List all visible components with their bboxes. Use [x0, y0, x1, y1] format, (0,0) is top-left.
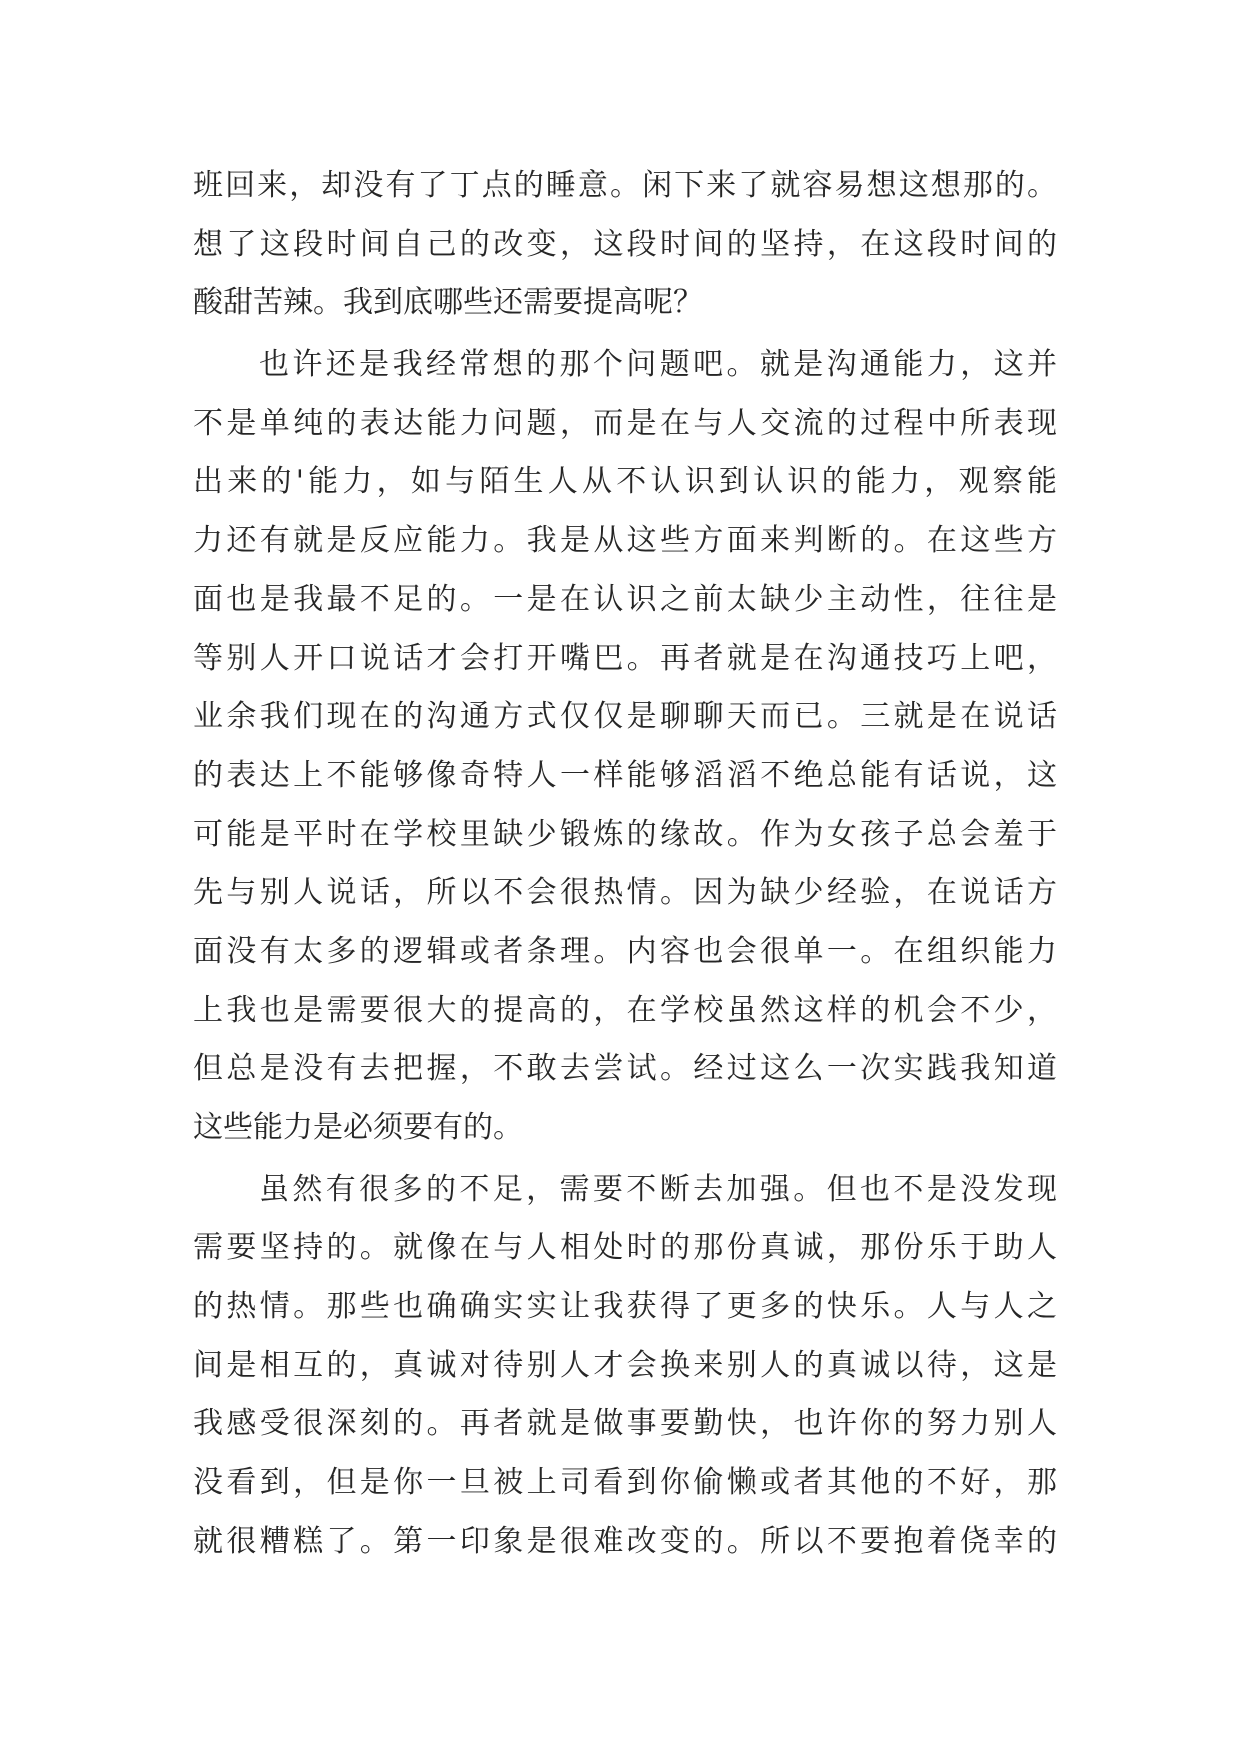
paragraph — [193, 157, 1057, 333]
text-line: 业余我们现在的沟通方式仅仅是聊聊天而已。三就是在说话 — [193, 699, 1057, 735]
text-line: 班回来，却没有了丁点的睡意。闲下来了就容易想这想那的。 — [193, 168, 1057, 203]
text-line: 可能是平时在学校里缺少锻炼的缘故。作为女孩子总会羞于 — [193, 816, 1057, 852]
text-line: 上我也是需要很大的提高的，在学校虽然这样的机会不少， — [193, 992, 1057, 1028]
text-line: 等别人开口说话才会打开嘴巴。再者就是在沟通技巧上吧， — [193, 640, 1057, 676]
text-line: 就很糟糕了。第一印象是很难改变的。所以不要抱着侥幸的 — [193, 1523, 1057, 1559]
text-line: 先与别人说话，所以不会很热情。因为缺少经验，在说话方 — [193, 875, 1057, 911]
text-line: 间是相互的，真诚对待别人才会换来别人的真诚以待，这是 — [193, 1347, 1057, 1383]
text-line: 力还有就是反应能力。我是从这些方面来判断的。在这些方 — [193, 523, 1057, 559]
text-line: 想了这段时间自己的改变，这段时间的坚持，在这段时间的 — [193, 226, 1057, 262]
text-line: 面没有太多的逻辑或者条理。内容也会很单一。在组织能力 — [193, 933, 1057, 969]
text-line: 需要坚持的。就像在与人相处时的那份真诚，那份乐于助人 — [193, 1230, 1057, 1266]
document-body — [193, 157, 1057, 1572]
text-line: 不是单纯的表达能力问题，而是在与人交流的过程中所表现 — [193, 405, 1057, 441]
text-line: 没看到，但是你一旦被上司看到你偷懒或者其他的不好，那 — [193, 1465, 1057, 1501]
paragraph — [193, 336, 1057, 1158]
text-line: 面也是我最不足的。一是在认识之前太缺少主动性，往往是 — [193, 581, 1057, 617]
text-line: 我感受很深刻的。再者就是做事要勤快，也许你的努力别人 — [193, 1406, 1057, 1442]
text-line: 这些能力是必须要有的。 — [193, 1110, 523, 1145]
text-line: 但总是没有去把握，不敢去尝试。经过这么一次实践我知道 — [193, 1051, 1057, 1087]
text-line: 出来的'能力，如与陌生人从不认识到认识的能力，观察能 — [193, 464, 1057, 500]
text-line: 也许还是我经常想的那个问题吧。就是沟通能力，这并 — [259, 347, 1057, 383]
paragraph — [193, 1161, 1057, 1572]
text-line: 酸甜苦辣。我到底哪些还需要提高呢？ — [193, 285, 703, 321]
text-line: 虽然有很多的不足，需要不断去加强。但也不是没发现 — [259, 1171, 1057, 1207]
text-line: 的热情。那些也确确实实让我获得了更多的快乐。人与人之 — [193, 1289, 1057, 1325]
text-line: 的表达上不能够像奇特人一样能够滔滔不绝总能有话说，这 — [193, 757, 1057, 793]
